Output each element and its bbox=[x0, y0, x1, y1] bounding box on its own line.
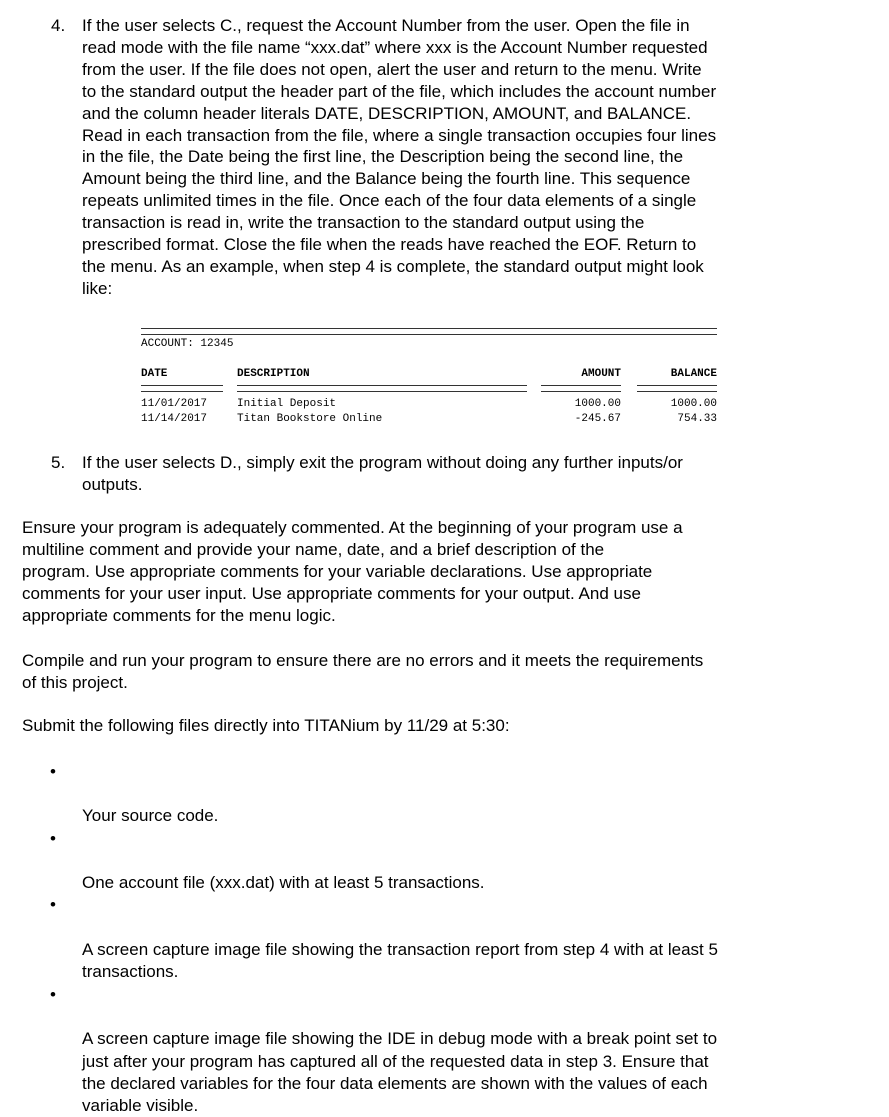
header-date: DATE bbox=[141, 368, 168, 380]
list-item-text: A screen capture image file showing the transaction report from step 4 with at least 5 transactions. bbox=[82, 939, 718, 981]
account-line: ACCOUNT: 12345 bbox=[141, 338, 234, 350]
list-item bbox=[50, 761, 850, 828]
row-2-amount: -245.67 bbox=[574, 413, 621, 425]
step-4-text: If the user selects C., request the Account Number from the user. Open the file in read mode with the file name “xxx.dat” where xxx is the Account Number requested from the user. If the file does not open, alert the user and return to the menu. Write to the standard output the header part of the file, which includes the account number and the column header literals DATE, DESCRIPTION, AMOUNT, and BALANCE. Read in each transaction from the file, where a single transaction occupies four lines in the file, the Date being the first line, the Description being the second line, the Amount being the third line, and the Balance being the fourth line. This sequence repeats unlimited times in the file. Once each of the four data elements of a single transaction is read in, write the transaction to the standard output using the prescribed format. Close the file when the reads have reached the EOF. Return to the menu. As an example, when step 4 is complete, the standard output might look like: bbox=[82, 16, 717, 298]
bullet-icon: • bbox=[50, 895, 56, 915]
date-underline bbox=[141, 385, 223, 392]
bullet-icon: • bbox=[50, 985, 56, 1005]
row-2-balance: 754.33 bbox=[677, 413, 717, 425]
balance-underline bbox=[637, 385, 717, 392]
compile-paragraph: Compile and run your program to ensure there are no errors and it meets the requirements of this project. bbox=[22, 651, 704, 692]
submit-paragraph: Submit the following files directly into TITANium by 11/29 at 5:30: bbox=[22, 716, 510, 735]
list-item bbox=[50, 894, 850, 983]
top-double-rule bbox=[141, 328, 717, 335]
list-item-text: Your source code. bbox=[82, 806, 219, 826]
list-item bbox=[50, 984, 850, 1117]
bullet-icon: • bbox=[50, 828, 56, 848]
step-5-number: 5. bbox=[51, 453, 66, 472]
step-5-text: If the user selects D., simply exit the program without doing any further inputs/or outputs. bbox=[82, 453, 683, 494]
row-1-description: Initial Deposit bbox=[237, 398, 337, 410]
amount-underline bbox=[541, 385, 621, 392]
header-amount: AMOUNT bbox=[581, 368, 621, 380]
submit-list bbox=[50, 761, 850, 1117]
row-1-balance: 1000.00 bbox=[670, 398, 717, 410]
comments-paragraph: Ensure your program is adequately commented. At the beginning of your program use a multiline comment and provide your name, date, and a brief description of the program. Use appropriate comments for your variable declarations. Use appropriate comments for your user input. Use appropriate comments for your output. And use appropriate comments for the menu logic. bbox=[22, 518, 683, 625]
bullet-icon: • bbox=[50, 762, 56, 781]
row-1-date: 11/01/2017 bbox=[141, 398, 208, 410]
description-underline bbox=[237, 385, 527, 392]
list-item-text: One account file (xxx.dat) with at least 5 transactions. bbox=[82, 873, 485, 893]
row-2-date: 11/14/2017 bbox=[141, 413, 208, 425]
header-description: DESCRIPTION bbox=[237, 368, 310, 380]
row-1-amount: 1000.00 bbox=[574, 398, 621, 410]
list-item-text: A screen capture image file showing the IDE in debug mode with a break point set to just after your program has captured all of the requested data in step 3. Ensure that the declared variables for the four data elements are shown with the values of each variable visible. bbox=[82, 1029, 718, 1116]
header-balance: BALANCE bbox=[670, 368, 717, 380]
list-item bbox=[50, 828, 850, 895]
step-4-number: 4. bbox=[51, 16, 66, 35]
row-2-description: Titan Bookstore Online bbox=[237, 413, 383, 425]
